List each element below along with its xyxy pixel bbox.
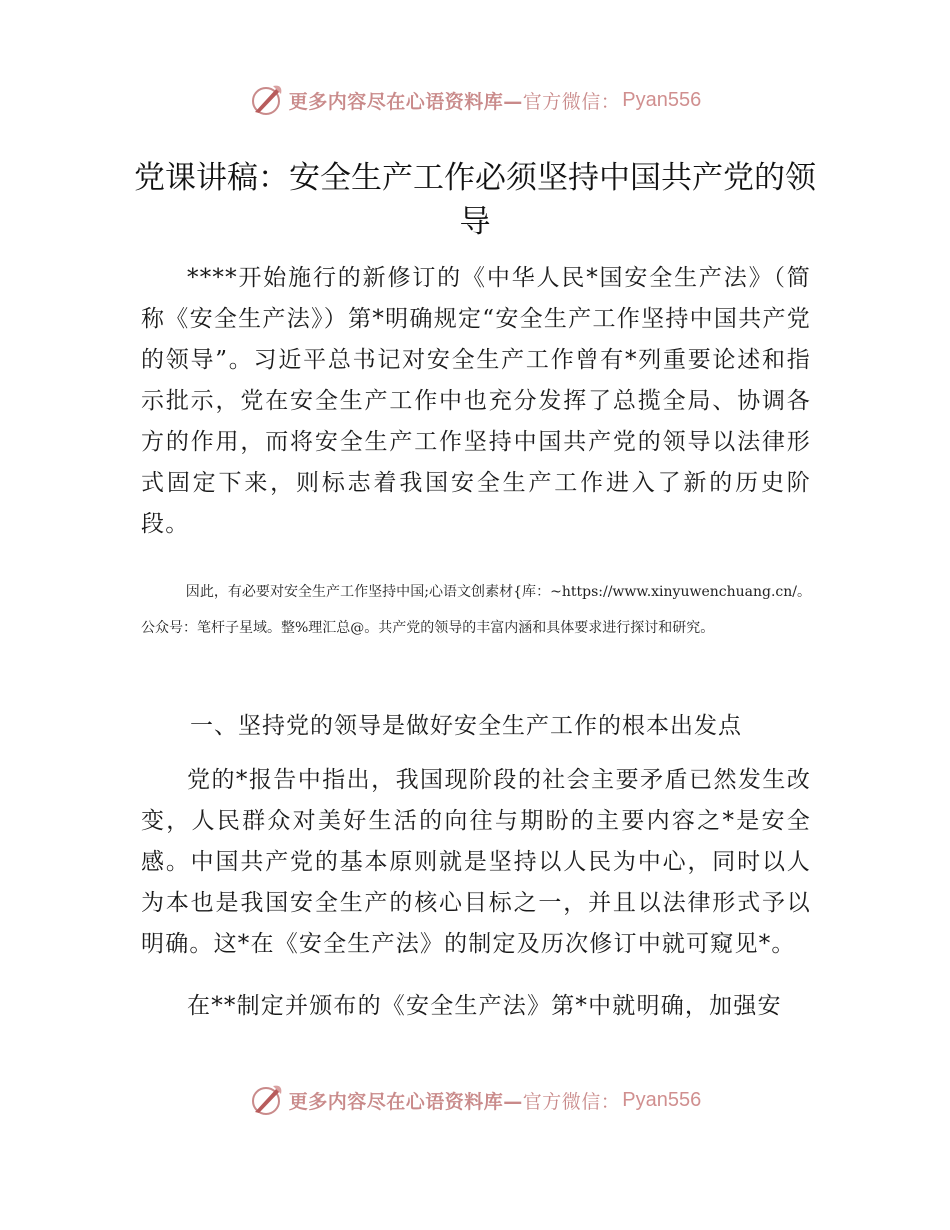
- paragraph-section-1-continued: 在**制定并颁布的《安全生产法》第*中就明确，加强安: [187, 993, 782, 1019]
- quill-logo-icon: [249, 1082, 285, 1118]
- quill-logo-icon: [249, 82, 285, 118]
- source-note: 因此，有必要对安全生产工作坚持中国;心语文创素材{库：~https://www.xinyuwenchuang.cn/。公众号：笔杆子星域。整%理汇总@。共产党的领导的丰富内涵和具体要求进行探讨和研究。: [141, 584, 811, 636]
- banner-slogan: 更多内容尽在心语资料库—: [288, 90, 523, 113]
- section-heading-1: 一、坚持党的领导是做好安全生产工作的根本出发点: [190, 713, 742, 739]
- paragraph-intro: ****开始施行的新修订的《中华人民*国安全生产法》（简称《安全生产法》）第*明确规定“安全生产工作坚持中国共产党的领导”。习近平总书记对安全生产工作曾有*列重要论述和指示批示，党在安全生产工作中也充分发挥了总揽全局、协调各方的作用，而将安全生产工作坚持中国共产党的领导以法律形式固定下来，则标志着我国安全生产工作进入了新的历史阶段。: [141, 265, 811, 537]
- footer-watermark-banner: [0, 1078, 950, 1122]
- banner-slogan: 更多内容尽在心语资料库—: [288, 1090, 523, 1113]
- banner-wechat-id: Pyan556: [622, 1088, 702, 1111]
- page-title: 党课讲稿：安全生产工作必须坚持中国共产党的领导: [134, 160, 816, 240]
- banner-wechat-label: 官方微信：: [522, 90, 621, 113]
- banner-wechat-id: Pyan556: [622, 88, 702, 111]
- header-watermark-banner: [0, 78, 950, 122]
- paragraph-section-1: 党的*报告中指出，我国现阶段的社会主要矛盾已然发生改变，人民群众对美好生活的向往与期盼的主要内容之*是安全感。中国共产党的基本原则就是坚持以人民为中心，同时以人为本也是我国安全生产的核心目标之一，并且以法律形式予以明确。这*在《安全生产法》的制定及历次修订中就可窥见*。: [141, 767, 811, 957]
- banner-wechat-label: 官方微信：: [522, 1090, 621, 1113]
